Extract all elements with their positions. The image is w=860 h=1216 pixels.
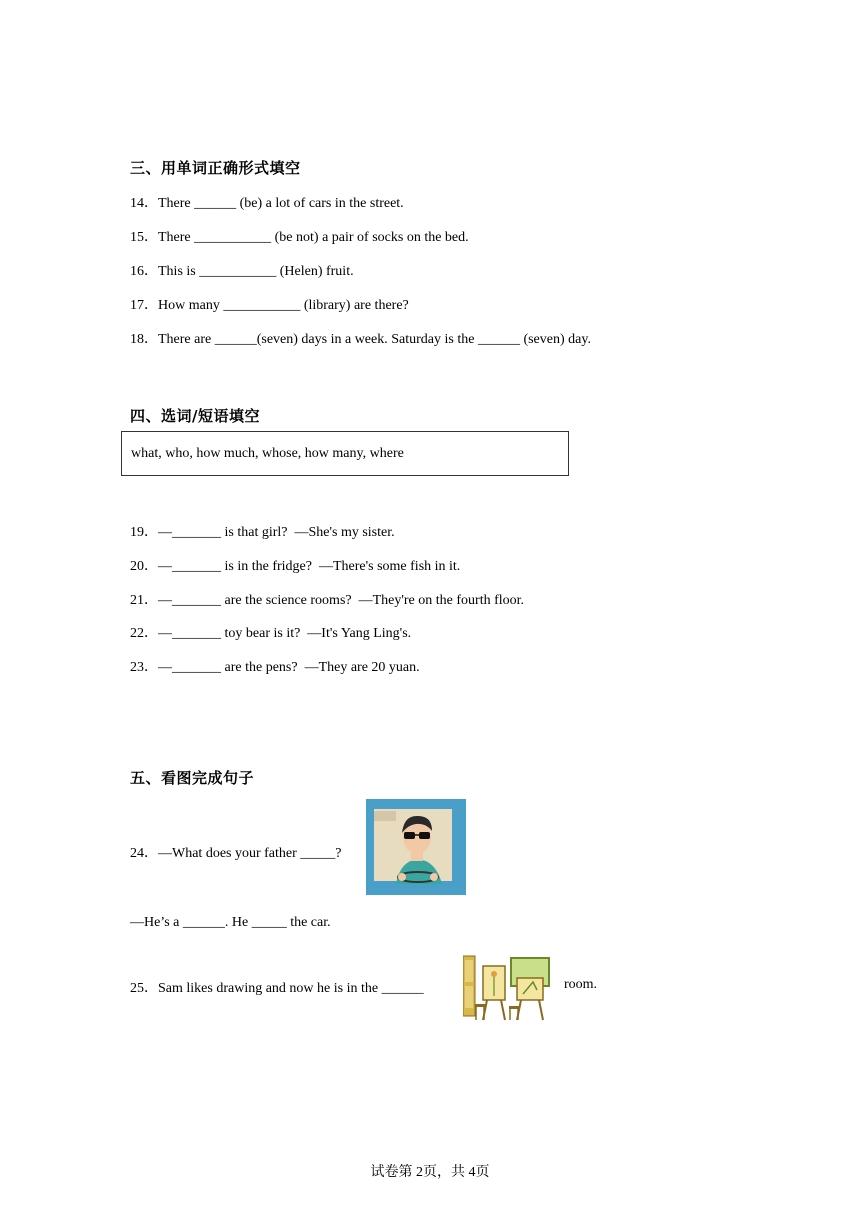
question-25-text: 25．Sam likes drawing and now he is in the ______ <box>130 981 424 996</box>
question-18: 18．There are ______(seven) days in a week. Saturday is the ______ (seven) day. <box>130 332 591 347</box>
question-24-prompt: 24．—What does your father _____? <box>130 846 342 861</box>
question-17: 17．How many ___________ (library) are there? <box>130 298 409 313</box>
question-19: 19．—_______ is that girl? —She's my sister. <box>130 525 395 540</box>
question-21: 21．—_______ are the science rooms? —They're on the fourth floor. <box>130 593 525 608</box>
word-bank-text: what, who, how much, whose, how many, where <box>131 446 404 461</box>
question-23: 23．—_______ are the pens? —They are 20 yuan. <box>130 660 420 675</box>
question-25-room-word: room. <box>564 977 598 992</box>
word-bank-box <box>121 431 569 476</box>
section-3-heading: 三、用单词正确形式填空 <box>130 159 301 177</box>
question-22: 22．—_______ toy bear is it? —It's Yang Ling's. <box>130 626 412 641</box>
question-15: 15．There ___________ (be not) a pair of socks on the bed. <box>130 230 469 245</box>
question-16: 16．This is ___________ (Helen) fruit. <box>130 264 354 279</box>
question-14: 14．There ______ (be) a lot of cars in the street. <box>130 196 404 211</box>
driver-picture <box>366 799 466 895</box>
page-footer: 试卷第 2页，共 4页 <box>370 1165 490 1180</box>
section-5-heading: 五、看图完成句子 <box>130 769 255 787</box>
question-20: 20．—_______ is in the fridge? —There's some fish in it. <box>130 559 461 574</box>
section-4-heading: 四、选词/短语填空 <box>130 407 260 425</box>
question-24-answer-line: —He’s a ______. He _____ the car. <box>130 915 331 930</box>
art-room-picture <box>463 952 551 1022</box>
